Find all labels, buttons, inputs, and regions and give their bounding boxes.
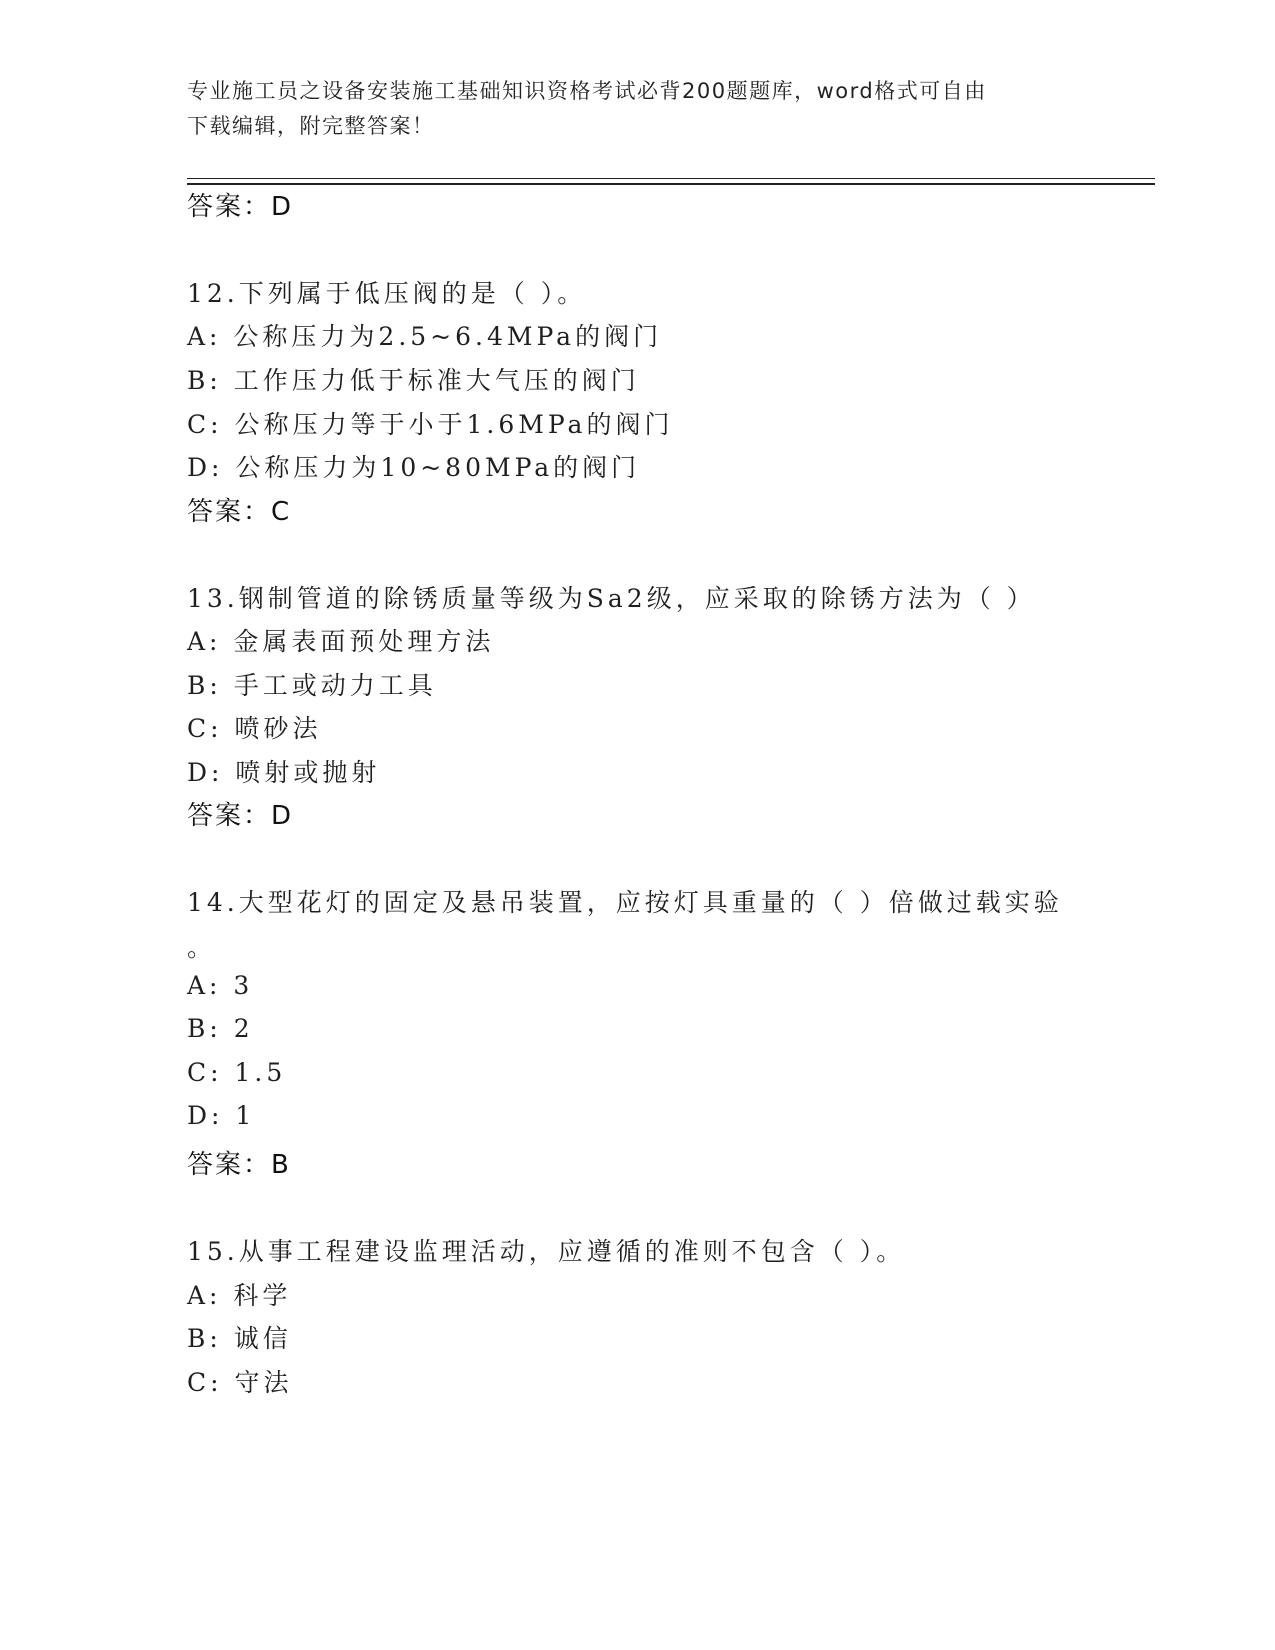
question-13-option-a: A: 金属表面预处理方法: [187, 627, 495, 656]
header-divider-thin: [187, 178, 1155, 179]
document-header: [187, 74, 1087, 144]
question-12-option-b: B: 工作压力低于标准大气压的阀门: [187, 366, 640, 395]
question-15-option-b: B: 诚信: [187, 1324, 292, 1353]
question-13-answer: 答案：D: [187, 801, 294, 831]
question-13-option-d: D: 喷射或抛射: [187, 758, 381, 787]
question-14-option-d: D: 1: [187, 1101, 256, 1130]
question-12-option-c: C: 公称压力等于小于1.6MPa的阀门: [187, 410, 674, 439]
header-line-2: 下载编辑，附完整答案！: [187, 114, 435, 138]
question-14-answer: 答案：B: [187, 1150, 291, 1180]
question-12-answer: 答案：C: [187, 497, 292, 527]
question-12-option-d: D: 公称压力为10~80MPa的阀门: [187, 453, 641, 482]
header-divider-thick: [187, 183, 1155, 185]
question-14-option-b: B: 2: [187, 1014, 254, 1043]
question-15-option-c: C: 守法: [187, 1368, 293, 1397]
question-13-option-b: B: 手工或动力工具: [187, 671, 437, 700]
previous-answer: 答案：D: [187, 192, 294, 222]
question-15-option-a: A: 科学: [187, 1281, 292, 1310]
question-14-option-c: C: 1.5: [187, 1058, 287, 1087]
question-14-stem-continuation: 。: [187, 933, 217, 962]
question-12-stem: 12.下列属于低压阀的是（ ）。: [187, 279, 587, 308]
question-12-option-a: A: 公称压力为2.5~6.4MPa的阀门: [187, 322, 663, 351]
question-14-stem: 14.大型花灯的固定及悬吊装置，应按灯具重量的（ ）倍做过载实验: [187, 888, 1063, 917]
question-14-option-a: A: 3: [187, 971, 254, 1000]
question-15-stem: 15.从事工程建设监理活动，应遵循的准则不包含（ ）。: [187, 1237, 906, 1266]
question-13-option-c: C: 喷砂法: [187, 714, 322, 743]
question-13-stem: 13.钢制管道的除锈质量等级为Sa2级，应采取的除锈方法为（ ）: [187, 584, 1036, 613]
header-line-1: 专业施工员之设备安装施工基础知识资格考试必背200题题库，word格式可自由: [187, 79, 987, 103]
